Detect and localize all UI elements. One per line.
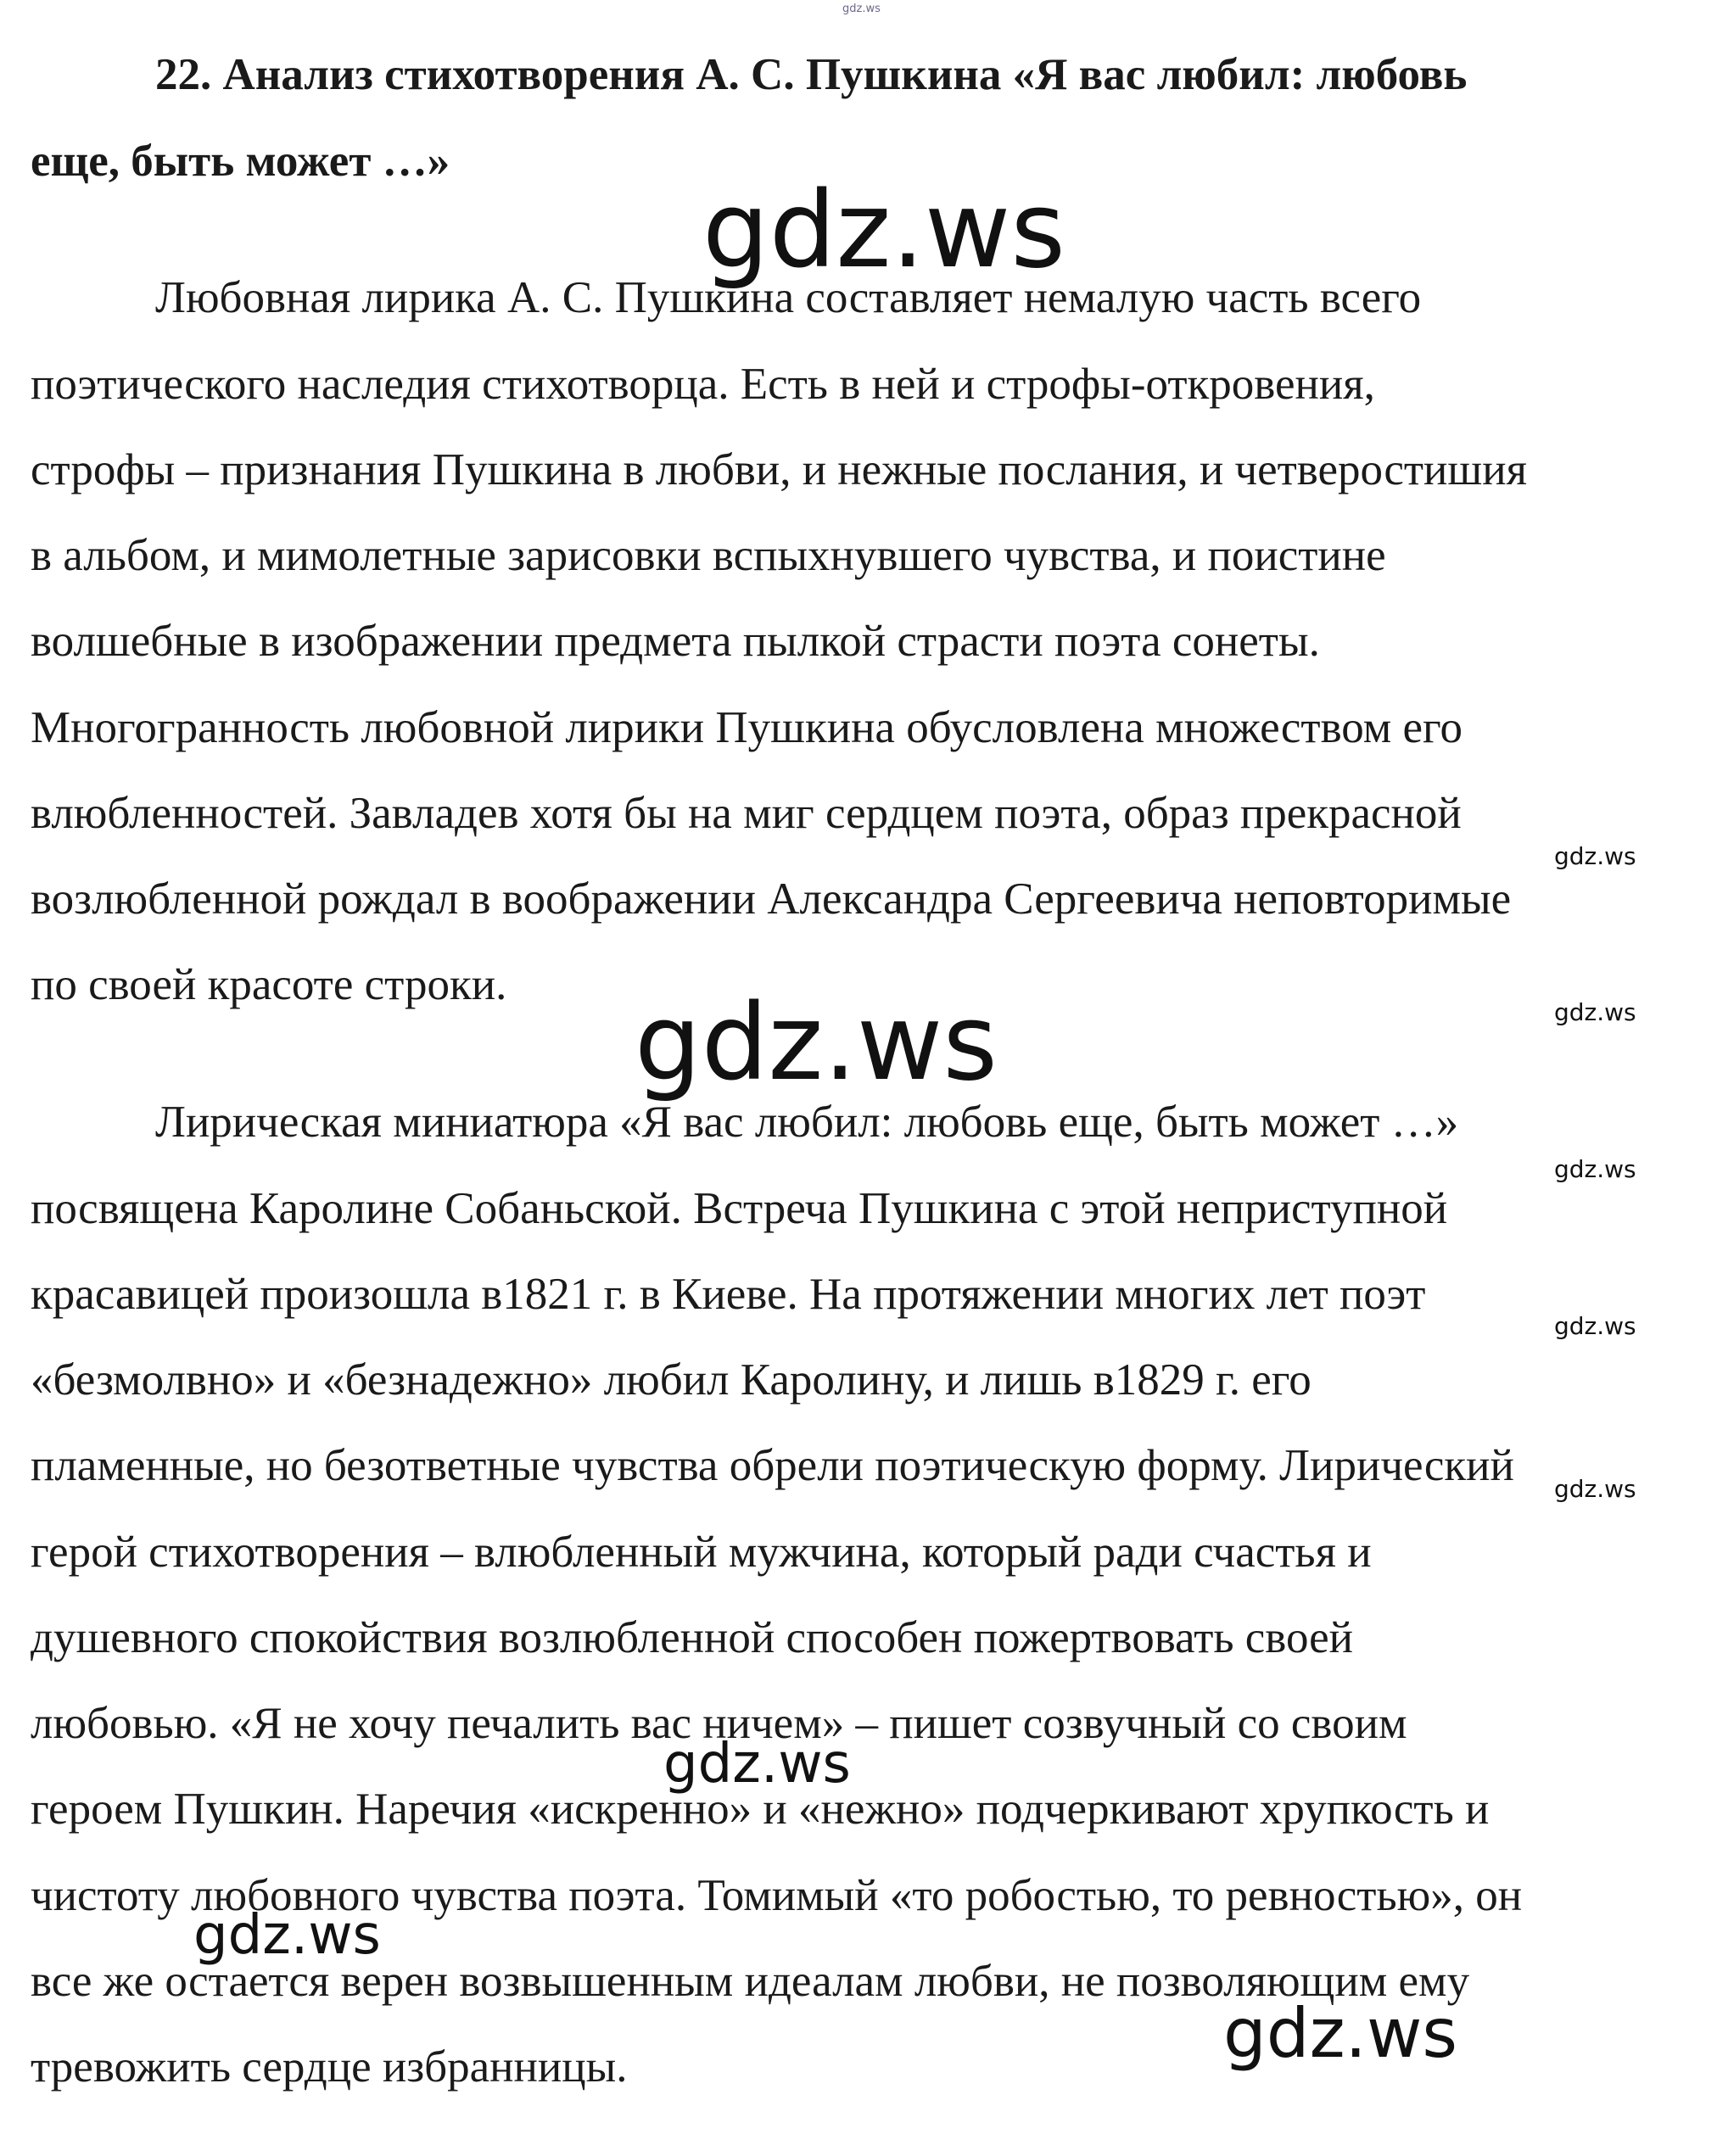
watermark-small-2: gdz.ws [1554, 998, 1636, 1026]
watermark-medium-3: gdz.ws [1223, 1994, 1458, 2073]
watermark-large-2: gdz.ws [635, 982, 998, 1104]
paragraph-2-line-5: пламенные, но безответные чувства обрели поэтическую форму. Лирический [31, 1441, 1514, 1490]
paragraph-2-line-9: героем Пушкин. Наречия «искренно» и «нежно» подчеркивают хрупкость и [31, 1785, 1490, 1834]
paragraph-1-line-3: строфы – признания Пушкина в любви, и нежные послания, и четверостишия [31, 445, 1527, 494]
paragraph-1-line-7: влюбленностей. Завладев хотя бы на миг сердцем поэта, образ прекрасной [31, 789, 1462, 838]
watermark-small-5: gdz.ws [1554, 1475, 1636, 1503]
paragraph-2-line-2: посвящена Каролине Собаньской. Встреча Пушкина с этой неприступной [31, 1184, 1448, 1233]
paragraph-1-line-6: Многогранность любовной лирики Пушкина обусловлена множеством его [31, 703, 1463, 752]
paragraph-2-line-7: душевного спокойствия возлюбленной способен пожертвовать своей [31, 1613, 1353, 1662]
watermark-tiny-top: gdz.ws [842, 3, 881, 15]
paragraph-1-line-9: по своей красоте строки. [31, 960, 507, 1009]
paragraph-1-line-4: в альбом, и мимолетные зарисовки вспыхнувшего чувства, и поистине [31, 531, 1386, 580]
watermark-large-1: gdz.ws [702, 170, 1065, 292]
watermark-small-3: gdz.ws [1554, 1155, 1636, 1183]
watermark-medium-2: gdz.ws [193, 1904, 381, 1967]
paragraph-2-line-10: чистоту любовного чувства поэта. Томимый «то робостью, то ревностью», он [31, 1871, 1523, 1920]
watermark-small-1: gdz.ws [1554, 842, 1636, 870]
document-title-line-1: 22. Анализ стихотворения А. С. Пушкина «Я вас любил: любовь [155, 50, 1468, 99]
paragraph-2-line-1: Лирическая миниатюра «Я вас любил: любовь еще, быть может …» [155, 1098, 1459, 1147]
paragraph-1-line-8: возлюбленной рождал в воображении Александра Сергеевича неповторимые [31, 874, 1512, 924]
paragraph-2-line-11: все же остается верен возвышенным идеалам любви, не позволяющим ему [31, 1957, 1470, 2006]
document-title-line-2: еще, быть может …» [31, 137, 450, 186]
watermark-medium-1: gdz.ws [663, 1733, 851, 1796]
watermark-small-4: gdz.ws [1554, 1312, 1636, 1340]
paragraph-2-line-6: герой стихотворения – влюбленный мужчина, который ради счастья и [31, 1528, 1372, 1577]
paragraph-2-line-12: тревожить сердце избранницы. [31, 2042, 628, 2092]
paragraph-2-line-8: любовью. «Я не хочу печалить вас ничем» – пишет созвучный со своим [31, 1699, 1407, 1748]
paragraph-1-line-1: Любовная лирика А. С. Пушкина составляет немалую часть всего [155, 273, 1422, 322]
paragraph-1-line-2: поэтического наследия стихотворца. Есть в ней и строфы-откровения, [31, 360, 1375, 409]
paragraph-2-line-4: «безмолвно» и «безнадежно» любил Каролину, и лишь в1829 г. его [31, 1355, 1312, 1405]
paragraph-1-line-5: волшебные в изображении предмета пылкой страсти поэта сонеты. [31, 617, 1320, 666]
paragraph-2-line-3: красавицей произошла в1821 г. в Киеве. На протяжении многих лет поэт [31, 1270, 1426, 1319]
